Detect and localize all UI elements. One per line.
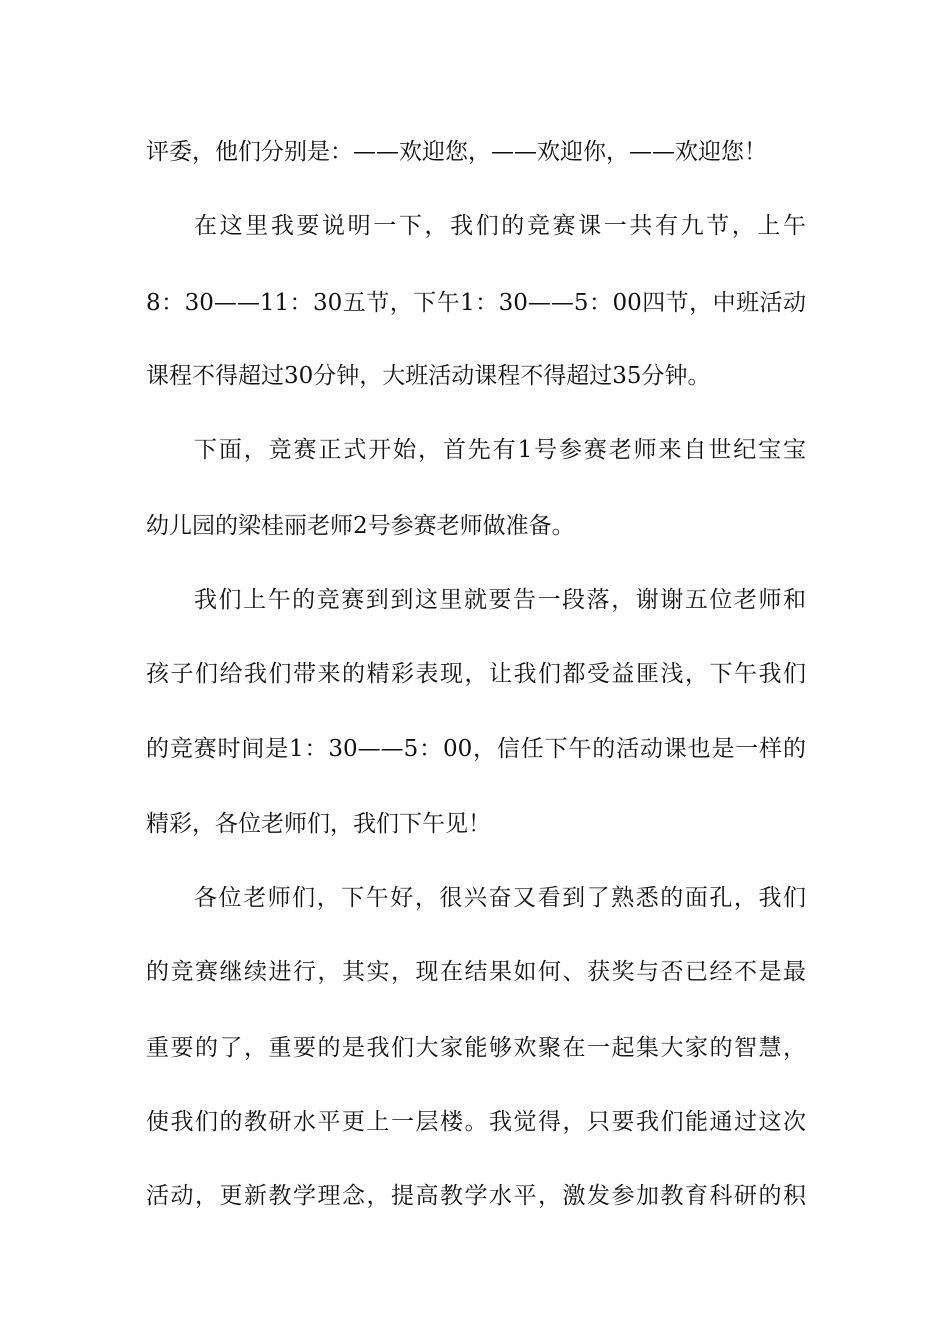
text-line: 精彩，各位老师们，我们下午见！ — [146, 811, 491, 837]
text-line: 孩子们给我们带来的精彩表现，让我们都受益匪浅，下午我们 — [146, 661, 806, 687]
text-line: 课程不得超过30分钟，大班活动课程不得超过35分钟。 — [146, 363, 711, 389]
text-line: 的竞赛时间是1：30——5：00，信任下午的活动课也是一样的 — [146, 736, 806, 762]
text-line: 幼儿园的梁桂丽老师2号参赛老师做准备。 — [146, 513, 575, 539]
paragraph-first-line: 在这里我要说明一下，我们的竞赛课一共有九节，上午 — [194, 213, 806, 239]
text-line: 重要的了，重要的是我们大家能够欢聚在一起集大家的智慧， — [146, 1035, 806, 1061]
paragraph-first-line: 各位老师们，下午好，很兴奋又看到了熟悉的面孔，我们 — [194, 885, 806, 911]
paragraph-first-line: 下面，竞赛正式开始，首先有1号参赛老师来自世纪宝宝 — [194, 437, 806, 463]
text-line: 评委，他们分别是：——欢迎您，——欢迎你，——欢迎您！ — [146, 139, 767, 165]
text-line: 8：30——11：30五节，下午1：30——5：00四节，中班活动 — [146, 290, 806, 316]
paragraph-first-line: 我们上午的竞赛到到这里就要告一段落，谢谢五位老师和 — [194, 587, 806, 613]
text-line: 活动，更新教学理念，提高教学水平，激发参加教育科研的积 — [146, 1183, 806, 1209]
text-line: 使我们的教研水平更上一层楼。我觉得，只要我们能通过这次 — [146, 1109, 806, 1135]
text-line: 的竞赛继续进行，其实，现在结果如何、获奖与否已经不是最 — [146, 959, 806, 985]
